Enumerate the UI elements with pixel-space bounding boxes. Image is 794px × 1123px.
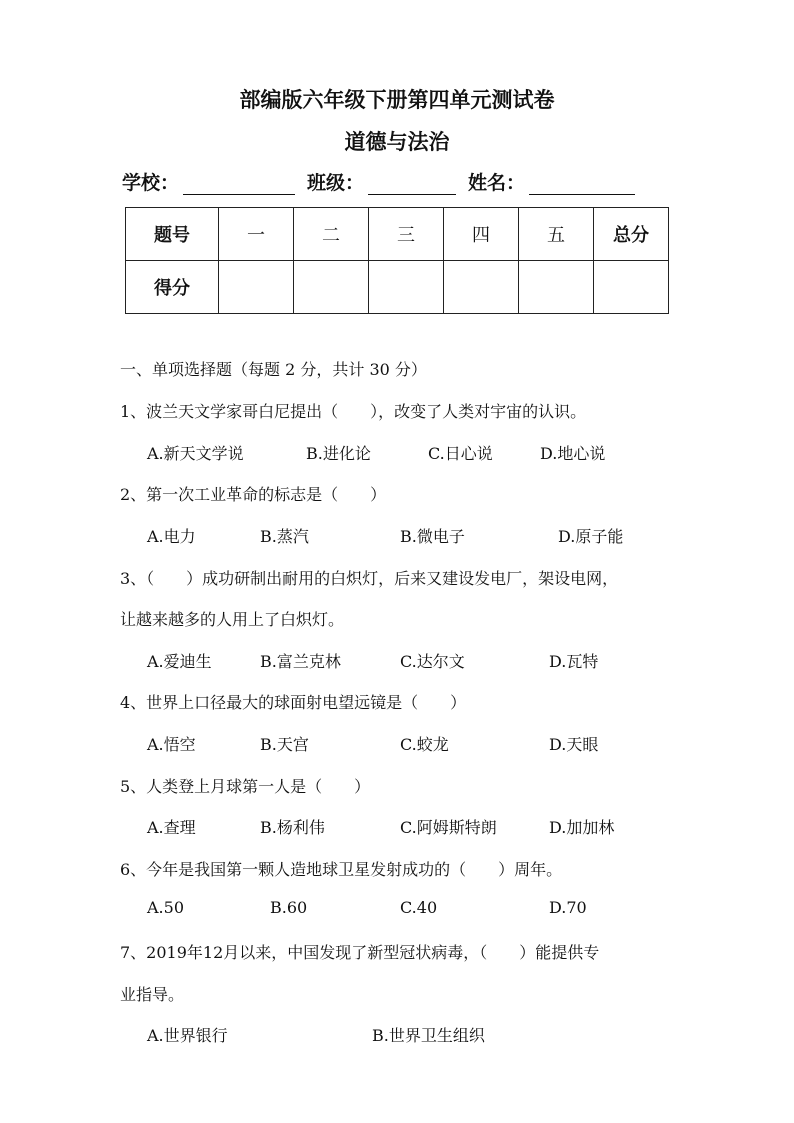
question-2-option-b[interactable]: B.蒸汽	[260, 527, 309, 546]
score-table-score-row	[126, 261, 669, 314]
header-cell-5: 五	[519, 208, 594, 261]
question-6-option-b[interactable]: B.60	[270, 898, 308, 917]
question-5-option-a[interactable]: A.查理	[147, 818, 196, 837]
question-7-text-cont: 业指导。	[120, 985, 185, 1004]
question-2-option-a[interactable]: A.电力	[147, 527, 196, 546]
question-7-option-b[interactable]: B.世界卫生组织	[372, 1026, 485, 1045]
question-3-option-a[interactable]: A.爱迪生	[147, 652, 212, 671]
question-3-text-cont: 让越来越多的人用上了白炽灯。	[120, 610, 345, 629]
score-table-header-row	[126, 208, 669, 261]
question-5-option-d[interactable]: D.加加林	[549, 818, 615, 837]
score-cell-total[interactable]	[594, 261, 669, 314]
score-table	[125, 207, 669, 314]
class-label: 班级：	[307, 172, 365, 194]
question-2-text: 2、第一次工业革命的标志是（ ）	[120, 485, 387, 504]
header-cell-2: 二	[294, 208, 369, 261]
class-blank[interactable]	[368, 172, 456, 195]
header-cell-question-no: 题号	[126, 208, 219, 261]
question-7-option-a[interactable]: A.世界银行	[147, 1026, 228, 1045]
question-3-option-c[interactable]: C.达尔文	[400, 652, 465, 671]
header-cell-total: 总分	[594, 208, 669, 261]
question-3-text: 3、（ ）成功研制出耐用的白炽灯，后来又建设发电厂，架设电网，	[120, 569, 619, 588]
question-5-text: 5、人类登上月球第一人是（ ）	[120, 777, 371, 796]
school-blank[interactable]	[183, 172, 295, 195]
exam-title: 部编版六年级下册第四单元测试卷	[239, 87, 555, 112]
question-6-option-d[interactable]: D.70	[549, 898, 587, 917]
question-7-text: 7、2019年12月以来，中国发现了新型冠状病毒，（ ）能提供专	[120, 943, 600, 962]
question-5-option-b[interactable]: B.杨利伟	[260, 818, 325, 837]
question-1-option-d[interactable]: D.地心说	[540, 444, 606, 463]
question-6-option-a[interactable]: A.50	[147, 898, 184, 917]
header-cell-4: 四	[444, 208, 519, 261]
question-1-option-c[interactable]: C.日心说	[428, 444, 493, 463]
name-blank[interactable]	[529, 172, 635, 195]
question-4-text: 4、世界上口径最大的球面射电望远镜是（ ）	[120, 693, 467, 712]
question-4-option-a[interactable]: A.悟空	[147, 735, 196, 754]
question-1-option-a[interactable]: A.新天文学说	[147, 444, 244, 463]
school-label: 学校：	[122, 172, 180, 194]
question-6-text: 6、今年是我国第一颗人造地球卫星发射成功的（ ）周年。	[120, 860, 563, 879]
question-1-option-b[interactable]: B.进化论	[306, 444, 371, 463]
question-2-option-c[interactable]: B.微电子	[400, 527, 465, 546]
question-5-option-c[interactable]: C.阿姆斯特朗	[400, 818, 497, 837]
header-cell-1: 一	[219, 208, 294, 261]
section-heading: 一、单项选择题（每题 2 分，共计 30 分）	[120, 360, 427, 379]
score-row-label: 得分	[126, 261, 219, 314]
question-4-option-b[interactable]: B.天宫	[260, 735, 309, 754]
question-6-option-c[interactable]: C.40	[400, 898, 438, 917]
score-cell-3[interactable]	[369, 261, 444, 314]
question-4-option-c[interactable]: C.蛟龙	[400, 735, 449, 754]
question-3-option-d[interactable]: D.瓦特	[549, 652, 599, 671]
question-2-option-d[interactable]: D.原子能	[558, 527, 624, 546]
exam-subject: 道德与法治	[344, 129, 450, 154]
header-cell-3: 三	[369, 208, 444, 261]
student-info-row	[122, 168, 647, 195]
score-cell-1[interactable]	[219, 261, 294, 314]
question-1-text: 1、波兰天文学家哥白尼提出（ ），改变了人类对宇宙的认识。	[120, 402, 587, 421]
score-cell-4[interactable]	[444, 261, 519, 314]
score-cell-5[interactable]	[519, 261, 594, 314]
question-4-option-d[interactable]: D.天眼	[549, 735, 599, 754]
question-3-option-b[interactable]: B.富兰克林	[260, 652, 341, 671]
score-cell-2[interactable]	[294, 261, 369, 314]
name-label: 姓名：	[468, 172, 526, 194]
